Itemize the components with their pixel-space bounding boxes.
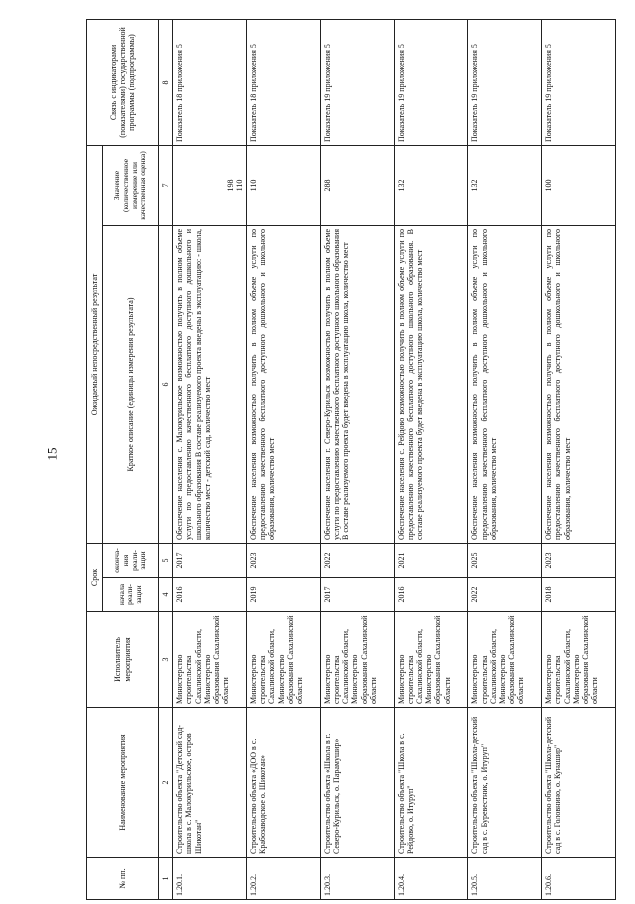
table-row (468, 19, 542, 899)
row-name: Строительство объекта "Школа в с. Рейдово, о. Итуруп" (394, 708, 468, 858)
row-value: 198 110 (173, 145, 247, 225)
table-row (246, 19, 320, 899)
row-start: 2019 (246, 578, 320, 612)
row-desc: Обеспечение населения возможностью получить в полном объеме услуги по предоставлению качественного бесплатного доступного дошкольного и школьного образования, количество мест (542, 225, 616, 543)
row-start: 2016 (173, 578, 247, 612)
row-end: 2017 (173, 543, 247, 577)
rotated-sheet (86, 0, 606, 900)
row-end: 2023 (246, 543, 320, 577)
col-number: 8 (159, 19, 173, 145)
col-number: 3 (159, 612, 173, 708)
header-end: оконча-ния реали-зации (103, 543, 159, 577)
row-no: 1.20.2. (246, 858, 320, 900)
header-executor: Исполнитель мероприятия (87, 612, 159, 708)
row-value: 132 (468, 145, 542, 225)
row-desc: Обеспечение населения г. Северо-Курильск возможностью получить в полном объеме услуги по предоставлению качественного бесплатного доступного школьного образования В составе реализуемого проекта будет введена в эксплуатацию школа, количество мест (320, 225, 394, 543)
row-link: Показатель 19 приложения 5 (320, 19, 394, 145)
row-link: Показатель 18 приложения 5 (173, 19, 247, 145)
table-row (394, 19, 468, 899)
table-row (173, 19, 247, 899)
row-start: 2022 (468, 578, 542, 612)
page-number: 15 (44, 447, 60, 461)
row-desc: Обеспечение населения возможностью получить в полном объеме услуги по предоставлению качественного бесплатного доступного дошкольного и школьного образования, количество мест (468, 225, 542, 543)
col-number: 4 (159, 578, 173, 612)
header-value: Значение (количественное измерение или качественная оценка) (103, 145, 159, 225)
row-name: Строительство объекта "Школа-детский сад в с. Головнино, о. Кунашир" (542, 708, 616, 858)
row-no: 1.20.4. (394, 858, 468, 900)
table-row (542, 19, 616, 899)
col-number: 7 (159, 145, 173, 225)
row-value: 288 (320, 145, 394, 225)
row-executor: Министерство строительства Сахалинской области, Министерство образования Сахалинской области (542, 612, 616, 708)
row-no: 1.20.3. (320, 858, 394, 900)
row-start: 2016 (394, 578, 468, 612)
row-no: 1.20.1. (173, 858, 247, 900)
header-term: Срок (87, 543, 103, 611)
row-executor: Министерство строительства Сахалинской области, Министерство образования Сахалинской области (320, 612, 394, 708)
row-desc: Обеспечение населения возможностью получить в полном объеме услуги по предоставлению качественного бесплатного доступного дошкольного и школьного образования, количество мест (246, 225, 320, 543)
row-executor: Министерство строительства Сахалинской области, Министерство образования Сахалинской области (246, 612, 320, 708)
row-no: 1.20.5. (468, 858, 542, 900)
row-link: Показатель 19 приложения 5 (468, 19, 542, 145)
header-short-desc: Краткое описание (единицы измерения результата) (103, 225, 159, 543)
row-end: 2021 (394, 543, 468, 577)
header-link: Связь с индикаторами (показателями) государственной программы (подпрограммы) (87, 19, 159, 145)
row-end: 2025 (468, 543, 542, 577)
row-name: Строительство объекта "Детский сад-школа в с. Малокурильское, остров Шикотан" (173, 708, 247, 858)
row-executor: Министерство строительства Сахалинской области, Министерство образования Сахалинской области (394, 612, 468, 708)
row-value: 100 (542, 145, 616, 225)
header-expected: Ожидаемый непосредственный результат (87, 145, 103, 543)
table-row (320, 19, 394, 899)
col-number: 1 (159, 858, 173, 900)
row-link: Показатель 19 приложения 5 (542, 19, 616, 145)
row-desc: Обеспечение населения с. Малокурильское возможностью получить в полном объеме услуги по предоставлению качественного бесплатного доступного дошкольного и школьного образования В составе реализуемого проекта введены в эксплуатацию: - школа, количество мест - детский сад, количество мест (173, 225, 247, 543)
header-name: Наименование мероприятия (87, 708, 159, 858)
row-executor: Министерство строительства Сахалинской области, Министерство образования Сахалинской области (468, 612, 542, 708)
row-end: 2022 (320, 543, 394, 577)
row-executor: Министерство строительства Сахалинской области, Министерство образования Сахалинской области (173, 612, 247, 708)
row-name: Строительство объекта "Школа-детский сад в с. Буревестник, о. Итуруп" (468, 708, 542, 858)
row-name: Строительство объекта «Школа в г. Северо-Курильск, о. Парамушир» (320, 708, 394, 858)
row-no: 1.20.6. (542, 858, 616, 900)
row-name: Строительство объекта «ДОО в с. Крабозаводское о. Шикотан» (246, 708, 320, 858)
measures-table (86, 19, 616, 900)
row-desc: Обеспечение населения с. Рейдово возможностью получить в полном объеме услуги по предоставлению качественного бесплатного доступного школьного образования. В составе реализуемого проекта будет введена в эксплуатацию школа, количество мест (394, 225, 468, 543)
row-start: 2018 (542, 578, 616, 612)
col-number: 6 (159, 225, 173, 543)
row-link: Показатель 18 приложения 5 (246, 19, 320, 145)
row-value: 132 (394, 145, 468, 225)
col-number: 5 (159, 543, 173, 577)
row-start: 2017 (320, 578, 394, 612)
row-end: 2023 (542, 543, 616, 577)
col-number: 2 (159, 708, 173, 858)
row-value: 110 (246, 145, 320, 225)
row-link: Показатель 19 приложения 5 (394, 19, 468, 145)
header-start: начала реали-зации (103, 578, 159, 612)
header-no: № пп. (87, 858, 159, 900)
